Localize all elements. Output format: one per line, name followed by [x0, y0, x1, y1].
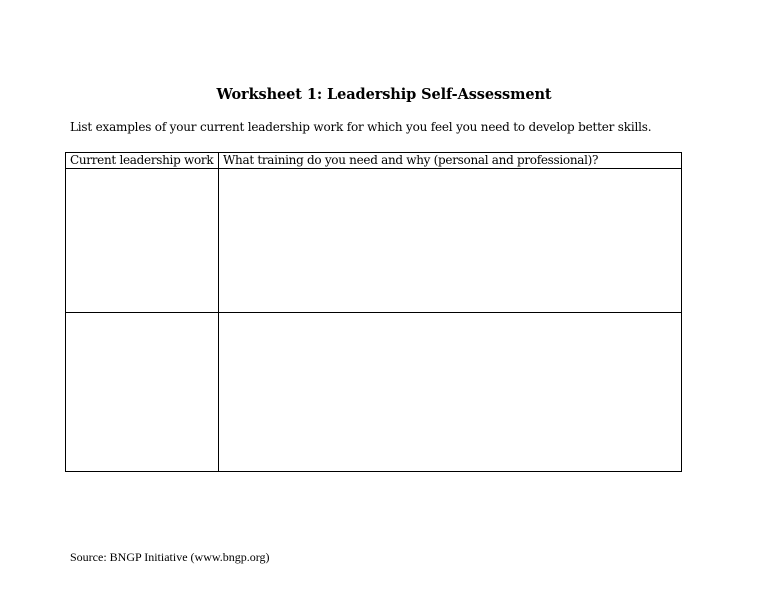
header-current-leadership-work: Current leadership work — [66, 153, 219, 169]
table-row — [66, 313, 682, 472]
training-need-cell[interactable] — [219, 169, 682, 313]
self-assessment-table — [65, 152, 682, 472]
header-training-needed: What training do you need and why (personal and professional)? — [219, 153, 682, 169]
table-header-row — [66, 153, 682, 169]
worksheet-title: Worksheet 1: Leadership Self-Assessment — [216, 86, 552, 103]
instructions-text: List examples of your current leadership work for which you feel you need to develop better skills. — [70, 120, 652, 134]
training-need-cell[interactable] — [219, 313, 682, 472]
current-work-cell[interactable] — [66, 169, 219, 313]
current-work-cell[interactable] — [66, 313, 219, 472]
table-row — [66, 169, 682, 313]
source-footer: Source: BNGP Initiative (www.bngp.org) — [70, 550, 270, 564]
